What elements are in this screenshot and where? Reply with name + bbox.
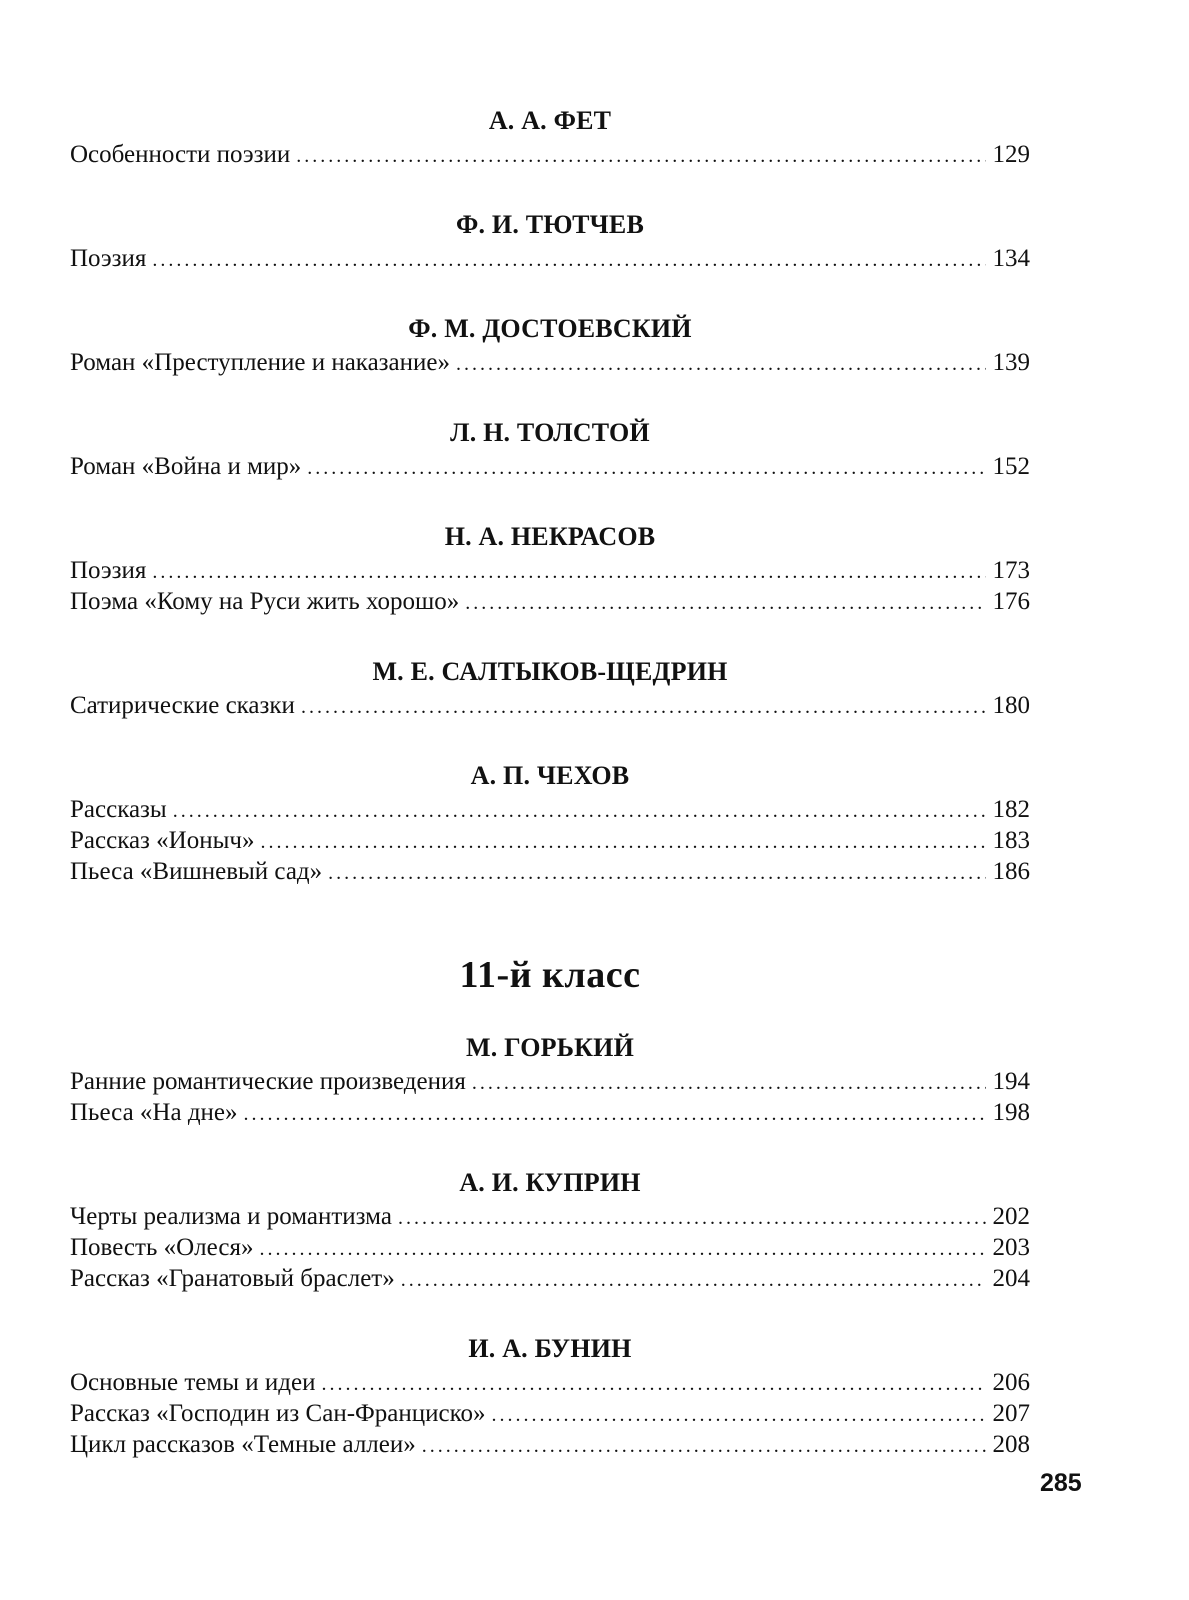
toc-section <box>70 103 1030 170</box>
entry-title: Роман «Преступление и наказание» <box>70 349 450 376</box>
author-heading: Ф. И. ТЮТЧЕВ <box>455 210 645 239</box>
entry-title: Рассказ «Ионыч» <box>70 827 255 854</box>
author-heading: А. А. ФЕТ <box>488 106 612 135</box>
entry-title: Цикл рассказов «Темные аллеи» <box>70 1431 416 1458</box>
entry-page-number: 183 <box>992 827 1030 854</box>
entry-title: Поэзия <box>70 245 147 272</box>
toc-section <box>70 415 1030 482</box>
toc-entry[interactable] <box>70 243 1030 274</box>
entry-title: Роман «Война и мир» <box>70 453 302 480</box>
toc-section <box>70 311 1030 378</box>
dot-leader <box>491 1400 986 1431</box>
entry-title: Поэзия <box>70 557 147 584</box>
dot-leader <box>422 1431 986 1462</box>
entry-page-number: 206 <box>992 1369 1030 1396</box>
entry-title: Черты реализма и романтизма <box>70 1203 392 1230</box>
dot-leader <box>259 1234 986 1265</box>
entry-page-number: 208 <box>992 1431 1030 1458</box>
entry-page-number: 204 <box>992 1265 1030 1292</box>
entry-page-number: 173 <box>992 557 1030 584</box>
dot-leader <box>465 588 986 619</box>
entry-title: Пьеса «На дне» <box>70 1099 238 1126</box>
entry-page-number: 186 <box>992 858 1030 885</box>
entry-title: Рассказ «Господин из Сан-Франциско» <box>70 1400 486 1427</box>
toc-entry[interactable] <box>70 586 1030 617</box>
author-heading: М. Е. САЛТЫКОВ-ЩЕДРИН <box>372 657 728 686</box>
toc-entry[interactable] <box>70 1398 1030 1429</box>
entry-page-number: 202 <box>992 1203 1030 1230</box>
toc-entry[interactable] <box>70 825 1030 856</box>
table-of-contents <box>70 103 1030 1460</box>
dot-leader <box>401 1265 986 1296</box>
entry-page-number: 134 <box>992 245 1030 272</box>
entry-title: Поэма «Кому на Руси жить хорошо» <box>70 588 460 615</box>
entry-page-number: 176 <box>992 588 1030 615</box>
page-number: 285 <box>1040 1469 1082 1497</box>
dot-leader <box>152 557 986 588</box>
toc-entry[interactable] <box>70 451 1030 482</box>
entry-title: Основные темы и идеи <box>70 1369 316 1396</box>
entry-page-number: 182 <box>992 796 1030 823</box>
toc-entry[interactable] <box>70 690 1030 721</box>
dot-leader <box>307 453 986 484</box>
toc-entry[interactable] <box>70 1367 1030 1398</box>
toc-entry[interactable] <box>70 1066 1030 1097</box>
author-heading: Н. А. НЕКРАСОВ <box>444 522 656 551</box>
entry-page-number: 139 <box>992 349 1030 376</box>
toc-entry[interactable] <box>70 347 1030 378</box>
author-heading: И. А. БУНИН <box>468 1334 632 1363</box>
author-heading: А. П. ЧЕХОВ <box>470 761 630 790</box>
dot-leader <box>321 1369 986 1400</box>
toc-section <box>70 1030 1030 1128</box>
author-heading: А. И. КУПРИН <box>459 1168 641 1197</box>
entry-page-number: 198 <box>992 1099 1030 1126</box>
dot-leader <box>472 1068 986 1099</box>
toc-section <box>70 1331 1030 1460</box>
entry-page-number: 180 <box>992 692 1030 719</box>
entry-page-number: 152 <box>992 453 1030 480</box>
dot-leader <box>328 858 986 889</box>
toc-entry[interactable] <box>70 794 1030 825</box>
author-heading: Ф. М. ДОСТОЕВСКИЙ <box>408 314 692 343</box>
dot-leader <box>152 245 986 276</box>
author-heading: М. ГОРЬКИЙ <box>465 1033 635 1062</box>
toc-entry[interactable] <box>70 1201 1030 1232</box>
toc-entry[interactable] <box>70 1232 1030 1263</box>
dot-leader <box>173 796 986 827</box>
toc-section <box>70 654 1030 721</box>
toc-entry[interactable] <box>70 139 1030 170</box>
toc-entry[interactable] <box>70 1097 1030 1128</box>
toc-entry[interactable] <box>70 1263 1030 1294</box>
entry-title: Пьеса «Вишневый сад» <box>70 858 323 885</box>
toc-entry[interactable] <box>70 555 1030 586</box>
dot-leader <box>296 141 986 172</box>
entry-title: Рассказы <box>70 796 167 823</box>
entry-title: Рассказ «Гранатовый браслет» <box>70 1265 395 1292</box>
dot-leader <box>244 1099 986 1130</box>
dot-leader <box>456 349 986 380</box>
toc-section <box>70 207 1030 274</box>
dot-leader <box>301 692 986 723</box>
dot-leader <box>261 827 987 858</box>
dot-leader <box>398 1203 986 1234</box>
toc-section <box>70 519 1030 617</box>
grade-heading: 11-й класс <box>459 954 641 996</box>
entry-page-number: 129 <box>992 141 1030 168</box>
author-heading: Л. Н. ТОЛСТОЙ <box>450 418 650 447</box>
entry-title: Сатирические сказки <box>70 692 295 719</box>
entry-page-number: 207 <box>992 1400 1030 1427</box>
entry-page-number: 194 <box>992 1068 1030 1095</box>
toc-section <box>70 1165 1030 1294</box>
entry-title: Ранние романтические произведения <box>70 1068 466 1095</box>
entry-page-number: 203 <box>992 1234 1030 1261</box>
entry-title: Особенности поэзии <box>70 141 291 168</box>
toc-entry[interactable] <box>70 856 1030 887</box>
toc-section <box>70 758 1030 887</box>
toc-entry[interactable] <box>70 1429 1030 1460</box>
entry-title: Повесть «Олеся» <box>70 1234 254 1261</box>
